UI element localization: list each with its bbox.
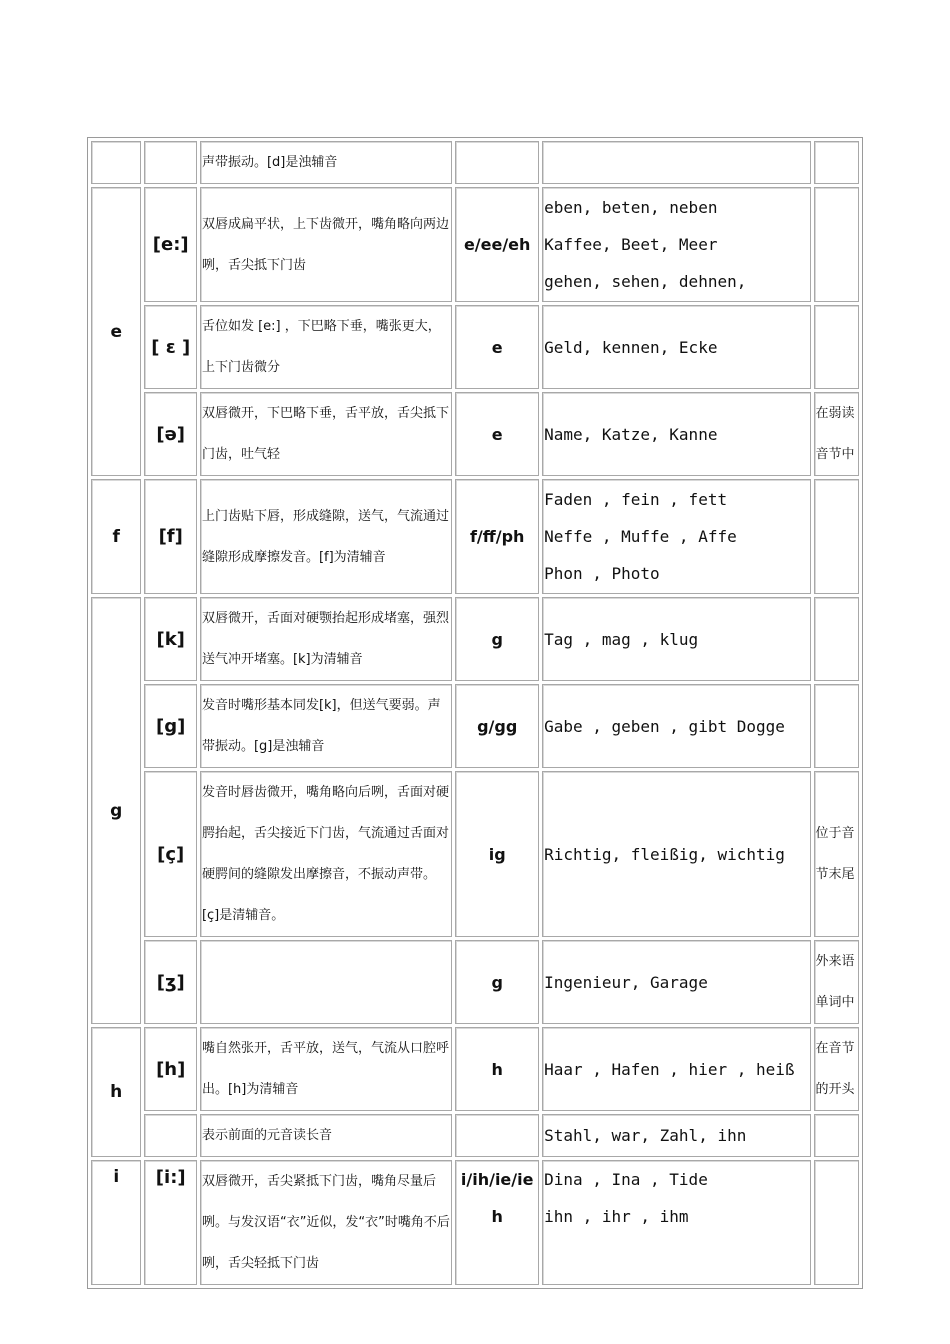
- example-line: Tag , mag , klug: [544, 629, 699, 649]
- table-row: [91, 479, 859, 594]
- example-line: eben, beten, neben: [544, 198, 718, 217]
- note-cell: [814, 187, 859, 302]
- table-row: [91, 771, 859, 937]
- example-line: Faden , fein , fett: [544, 490, 728, 509]
- letter-cell: e: [91, 187, 141, 476]
- note-cell: 在弱读音节中: [814, 392, 859, 476]
- letter-cell: g: [91, 597, 141, 1024]
- examples-cell: [542, 940, 810, 1024]
- examples-cell: [542, 479, 810, 594]
- articulation-cell: 双唇微开，下巴略下垂，舌平放，舌尖抵下门齿，吐气轻: [200, 392, 452, 476]
- note-cell: 外来语单词中: [814, 940, 859, 1024]
- phoneme-cell: [144, 1114, 196, 1157]
- spelling-cell: f/ff/ph: [455, 479, 539, 594]
- example-line: Dina , Ina , Tide: [544, 1170, 708, 1189]
- example-line: Ingenieur, Garage: [544, 972, 708, 992]
- example-line: Geld, kennen, Ecke: [544, 337, 718, 357]
- phoneme-cell: [h]: [144, 1027, 196, 1111]
- articulation-cell: 声带振动。[d]是浊辅音: [200, 141, 452, 184]
- note-cell: [814, 479, 859, 594]
- examples-cell: [542, 1114, 810, 1157]
- table-row: [91, 305, 859, 389]
- example-line: gehen, sehen, dehnen,: [544, 272, 747, 291]
- examples-cell: [542, 771, 810, 937]
- phoneme-cell: [ʒ]: [144, 940, 196, 1024]
- phoneme-cell: [ ε ]: [144, 305, 196, 389]
- spelling-cell: [455, 1114, 539, 1157]
- examples-cell: [542, 141, 810, 184]
- phoneme-cell: [e:]: [144, 187, 196, 302]
- phoneme-cell: [f]: [144, 479, 196, 594]
- phoneme-cell: [k]: [144, 597, 196, 681]
- example-line: Richtig, fleißig, wichtig: [544, 844, 785, 864]
- spelling-cell: g: [455, 597, 539, 681]
- table-row: [91, 1114, 859, 1157]
- articulation-cell: 双唇成扁平状，上下齿微开，嘴角略向两边咧，舌尖抵下门齿: [200, 187, 452, 302]
- spelling-cell: i/ih/ie/ieh: [455, 1160, 539, 1285]
- articulation-cell: 发音时嘴形基本同发[k]，但送气要弱。声带振动。[g]是浊辅音: [200, 684, 452, 768]
- articulation-cell: 表示前面的元音读长音: [200, 1114, 452, 1157]
- phoneme-cell: [ç]: [144, 771, 196, 937]
- note-cell: [814, 1160, 859, 1285]
- table-row: [91, 940, 859, 1024]
- note-cell: [814, 141, 859, 184]
- example-line: Haar , Hafen , hier , heiß: [544, 1059, 795, 1079]
- examples-cell: [542, 684, 810, 768]
- spelling-cell: e: [455, 392, 539, 476]
- example-line: Kaffee, Beet, Meer: [544, 235, 718, 254]
- spelling-cell: e/ee/eh: [455, 187, 539, 302]
- spelling-cell: [455, 141, 539, 184]
- table-row: [91, 392, 859, 476]
- phonetics-table: [87, 137, 863, 1289]
- articulation-cell: 嘴自然张开，舌平放，送气，气流从口腔呼出。[h]为清辅音: [200, 1027, 452, 1111]
- note-cell: 位于音节末尾: [814, 771, 859, 937]
- examples-cell: [542, 1027, 810, 1111]
- articulation-cell: [200, 940, 452, 1024]
- spelling-cell: h: [455, 1027, 539, 1111]
- example-line: ihn , ihr , ihm: [544, 1207, 689, 1226]
- examples-cell: [542, 305, 810, 389]
- note-cell: [814, 1114, 859, 1157]
- spelling-cell: g/gg: [455, 684, 539, 768]
- table-row: [91, 141, 859, 184]
- articulation-cell: 上门齿贴下唇，形成缝隙，送气，气流通过缝隙形成摩擦发音。[f]为清辅音: [200, 479, 452, 594]
- example-line: Neffe , Muffe , Affe: [544, 527, 737, 546]
- phoneme-cell: [ə]: [144, 392, 196, 476]
- phoneme-cell: [144, 141, 196, 184]
- spelling-cell: ig: [455, 771, 539, 937]
- phonetics-table-page: [87, 137, 863, 1289]
- articulation-cell: 双唇微开，舌面对硬颚抬起形成堵塞，强烈送气冲开堵塞。[k]为清辅音: [200, 597, 452, 681]
- note-cell: 在音节的开头: [814, 1027, 859, 1111]
- table-row: [91, 684, 859, 768]
- spelling-cell: e: [455, 305, 539, 389]
- note-cell: [814, 597, 859, 681]
- letter-cell: h: [91, 1027, 141, 1157]
- note-cell: [814, 684, 859, 768]
- examples-cell: [542, 597, 810, 681]
- phoneme-cell: [i:]: [144, 1160, 196, 1285]
- table-row: [91, 187, 859, 302]
- example-line: Phon , Photo: [544, 564, 660, 583]
- spelling-cell: g: [455, 940, 539, 1024]
- articulation-cell: 发音时唇齿微开，嘴角略向后咧，舌面对硬腭抬起，舌尖接近下门齿，气流通过舌面对硬腭间的缝隙发出摩擦音，不振动声带。[ç]是清辅音。: [200, 771, 452, 937]
- examples-cell: [542, 392, 810, 476]
- note-cell: [814, 305, 859, 389]
- letter-cell: i: [91, 1160, 141, 1285]
- table-row: [91, 1027, 859, 1111]
- phoneme-cell: [g]: [144, 684, 196, 768]
- articulation-cell: 舌位如发 [e:] ，下巴略下垂，嘴张更大，上下门齿微分: [200, 305, 452, 389]
- table-row: [91, 1160, 859, 1285]
- table-row: [91, 597, 859, 681]
- letter-cell: f: [91, 479, 141, 594]
- letter-cell: [91, 141, 141, 184]
- example-line: Gabe , geben , gibt Dogge: [544, 716, 785, 736]
- articulation-cell: 双唇微开，舌尖紧抵下门齿，嘴角尽量后咧。与发汉语“衣”近似，发“衣”时嘴角不后咧，舌尖轻抵下门齿: [200, 1160, 452, 1285]
- examples-cell: [542, 1160, 810, 1285]
- examples-cell: [542, 187, 810, 302]
- example-line: Stahl, war, Zahl, ihn: [544, 1126, 747, 1145]
- example-line: Name, Katze, Kanne: [544, 424, 718, 444]
